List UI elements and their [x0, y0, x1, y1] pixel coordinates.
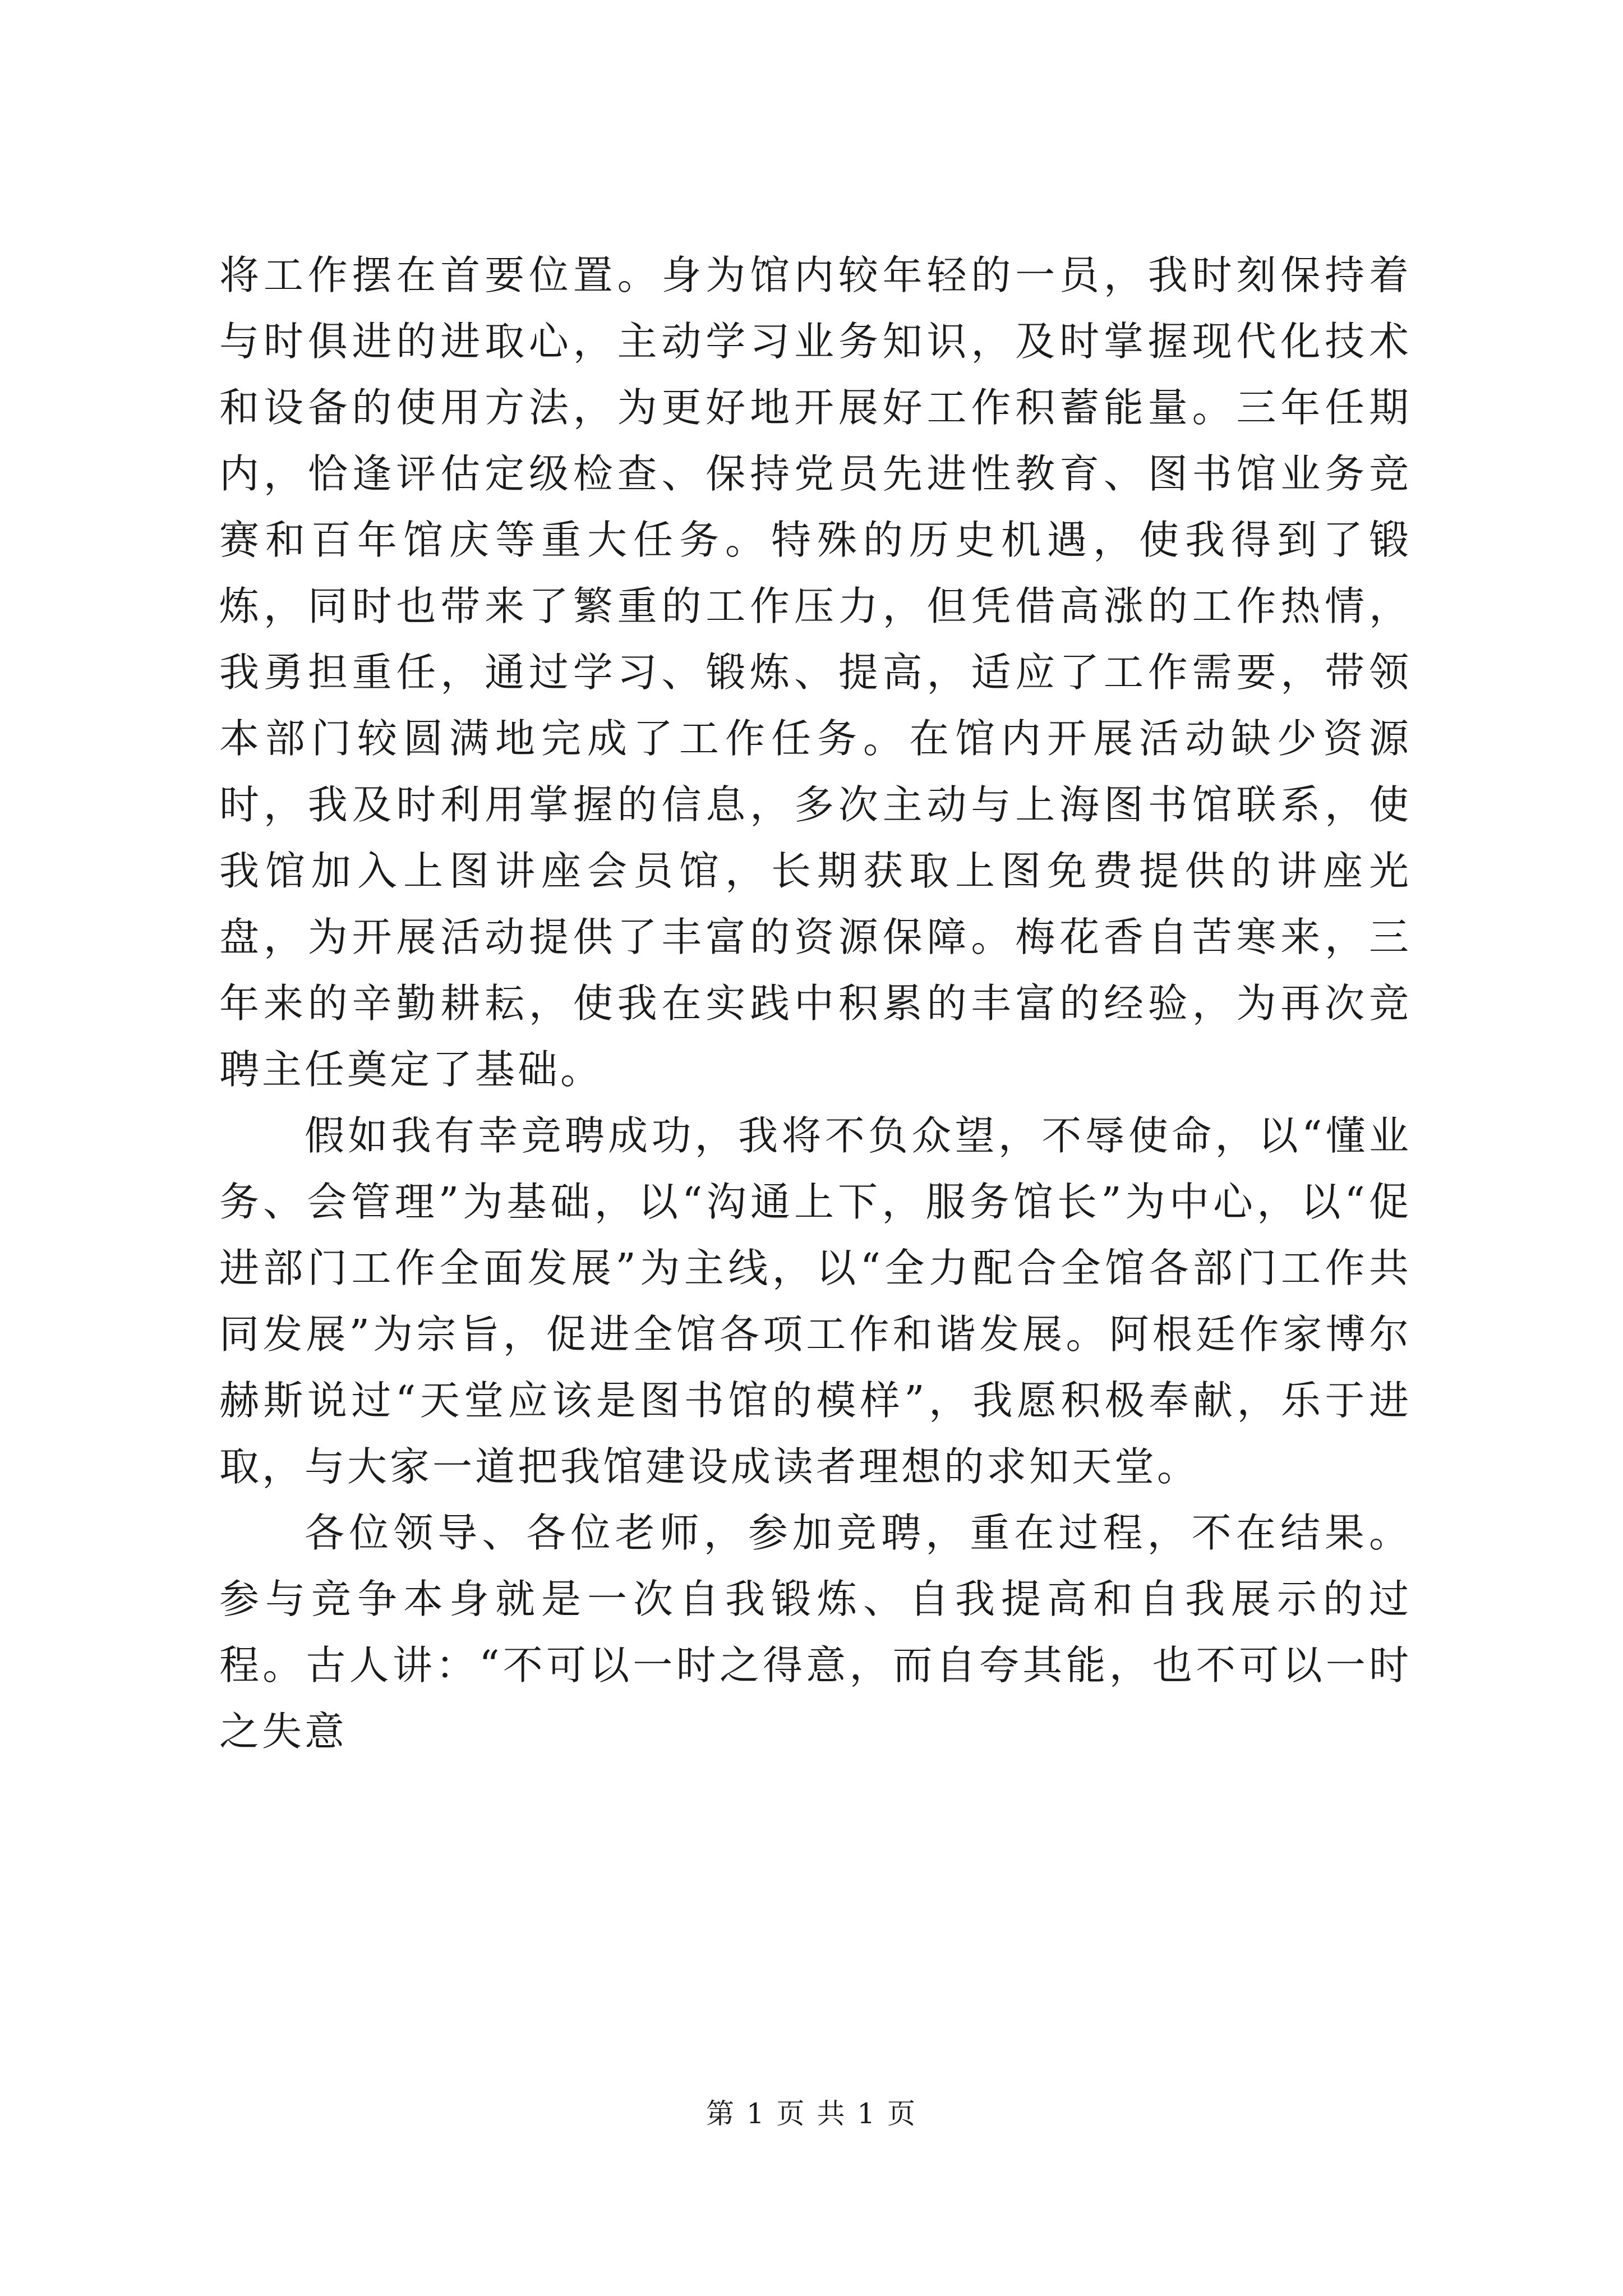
document-body	[219, 242, 1412, 1765]
page-footer: 第 1 页 共 1 页	[706, 2097, 917, 2130]
paragraph-2: 假如我有幸竞聘成功，我将不负众望，不辱使命，以“懂业务、会管理”为基础，以“沟通上下，服务馆长”为中心，以“促进部门工作全面发展”为主线，以“全力配合全馆各部门工作共同发展”为宗旨，促进全馆各项工作和谐发展。阿根廷作家博尔赫斯说过“天堂应该是图书馆的模样”，我愿积极奉献，乐于进取，与大家一道把我馆建设成读者理想的求知天堂。	[219, 1112, 1412, 1490]
paragraph-3: 各位领导、各位老师，参加竞聘，重在过程，不在结果。参与竞争本身就是一次自我锻炼、自我提高和自我展示的过程。古人讲：“不可以一时之得意，而自夸其能，也不可以一时之失意	[219, 1510, 1412, 1755]
paragraph-1: 将工作摆在首要位置。身为馆内较年轻的一员，我时刻保持着与时俱进的进取心，主动学习业务知识，及时掌握现代化技术和设备的使用方法，为更好地开展好工作积蓄能量。三年任期内，恰逢评估定级检查、保持党员先进性教育、图书馆业务竞赛和百年馆庆等重大任务。特殊的历史机遇，使我得到了锻炼，同时也带来了繁重的工作压力，但凭借高涨的工作热情，我勇担重任，通过学习、锻炼、提高，适应了工作需要，带领本部门较圆满地完成了工作任务。在馆内开展活动缺少资源时，我及时利用掌握的信息，多次主动与上海图书馆联系，使我馆加入上图讲座会员馆，长期获取上图免费提供的讲座光盘，为开展活动提供了丰富的资源保障。梅花香自苦寒来，三年来的辛勤耕耘，使我在实践中积累的丰富的经验，为再次竞聘主任奠定了基础。	[219, 252, 1412, 1093]
